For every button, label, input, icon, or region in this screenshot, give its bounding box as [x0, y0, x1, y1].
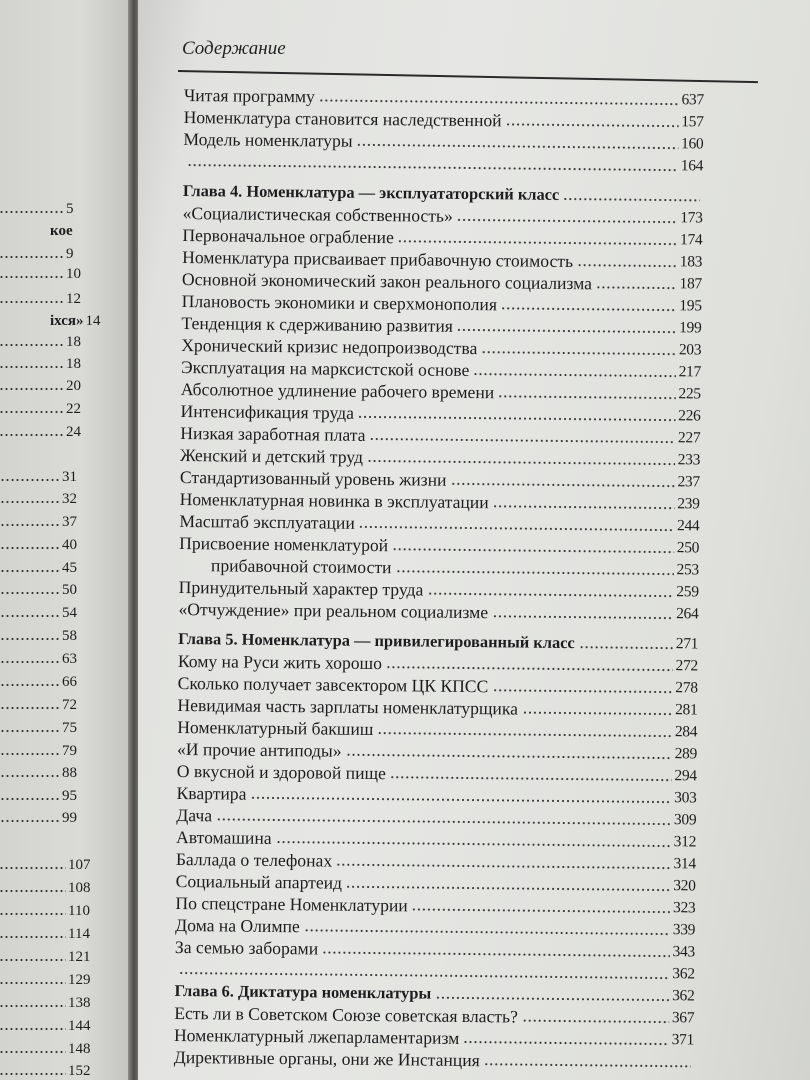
entry-title: Основной экономический закон реального социализма [181, 268, 593, 294]
page-number: 362 [672, 987, 695, 1005]
dot-leader [563, 197, 700, 202]
entry-title: Баллада о телефонах [175, 848, 333, 871]
page-number: 187 [679, 275, 703, 293]
dot-leader [395, 569, 673, 576]
dot-leader [216, 817, 671, 826]
left-page-number: 22 [66, 401, 81, 417]
left-page-entry [0, 902, 90, 920]
dot-leader [390, 775, 672, 782]
entry-title: Женский и детский труд [180, 444, 364, 467]
entry-title: Невидимая часть зарплаты номенклатурщика [177, 694, 519, 719]
page-number: 233 [677, 451, 701, 469]
page-number: 237 [677, 473, 700, 491]
entry-title: Автомашина [176, 826, 272, 848]
left-page-number: 54 [62, 605, 77, 621]
entry-title: Хронический кризис недопроизводства [181, 334, 478, 359]
left-page-entry [0, 536, 77, 554]
left-page-entry [0, 245, 74, 263]
dot-leader [0, 866, 66, 870]
left-page-number: 14 [85, 313, 101, 329]
entry-title: Стандартизованный уровень жизни [179, 466, 447, 490]
entry-title: Эксплуатация на марксистской основе [180, 356, 470, 381]
left-page-entry [50, 222, 75, 240]
dot-leader [463, 1040, 668, 1046]
left-page-number: 108 [68, 880, 91, 896]
page-number: 217 [678, 363, 702, 381]
dot-leader [0, 889, 66, 893]
left-page-number: 129 [68, 972, 91, 988]
dot-leader [492, 614, 673, 620]
page-number: 294 [674, 767, 697, 785]
dot-leader [0, 300, 64, 304]
left-page-entry [0, 1040, 91, 1058]
entry-title: Социальный апартеид [175, 870, 343, 893]
right-page [138, 0, 810, 1080]
page-number: 272 [675, 657, 699, 675]
dot-leader [0, 1027, 66, 1031]
page-number: 239 [677, 495, 700, 513]
entry-title: Номенклатурный бакшиш [177, 716, 374, 740]
left-page-entry [0, 650, 77, 668]
page-number: 314 [673, 855, 696, 873]
left-page-number: 114 [68, 926, 90, 942]
dot-leader [369, 437, 674, 444]
page-number: 367 [671, 1009, 695, 1027]
left-page-entry [0, 925, 90, 943]
page-number: 174 [679, 231, 703, 249]
left-page-number: 107 [68, 857, 91, 873]
entry-title: Модель номенклатуры [183, 128, 353, 151]
entry-title: Интенсификация труда [180, 400, 355, 423]
entry-title: Номенклатура становится наследственной [183, 106, 502, 131]
page-number: 284 [674, 723, 698, 741]
left-page-number: 79 [62, 743, 77, 759]
entry-title: Плановость экономики и сверхмонополия [181, 290, 498, 315]
left-page-entry [0, 809, 77, 827]
left-page-entry [0, 971, 91, 989]
dot-leader [0, 1072, 66, 1076]
dot-leader [0, 410, 64, 414]
page-number: 183 [679, 253, 703, 271]
page-number: 264 [676, 605, 699, 623]
left-page-number: 148 [68, 1041, 91, 1057]
dot-leader [0, 478, 60, 482]
entry-title: Номенклатурный лжепарламентаризм [173, 1024, 460, 1048]
page-number: 173 [680, 209, 703, 227]
entry-title: Первоначальное ограбление [182, 224, 394, 248]
left-page-number: 9 [66, 246, 74, 262]
dot-leader [596, 285, 677, 290]
table-of-contents [173, 84, 704, 1071]
dot-leader [435, 996, 669, 1002]
dot-leader [367, 459, 675, 466]
dot-leader [0, 275, 64, 279]
left-page-entry [0, 200, 74, 218]
toc-entry [174, 1046, 694, 1073]
left-page-number: 72 [62, 697, 77, 713]
left-page-entry [0, 559, 77, 577]
dot-leader [0, 569, 60, 573]
dot-leader [377, 731, 672, 738]
dot-leader [522, 1019, 669, 1025]
dot-leader [179, 971, 670, 980]
dot-leader [501, 306, 676, 312]
entry-title: Номенклатурная новинка в эксплуатации [179, 488, 489, 513]
dot-leader [0, 1004, 66, 1008]
left-page-entry [0, 265, 81, 283]
entry-title: Глава 6. Диктатура номенклатуры [174, 980, 432, 1003]
dot-leader [0, 912, 66, 916]
entry-title: Масштаб эксплуатации [179, 510, 355, 533]
left-page-entry [0, 696, 77, 714]
page-number: 323 [672, 899, 696, 917]
entry-title: Сколько получает завсектором ЦК КПСС [177, 672, 489, 697]
left-page-number: 24 [66, 424, 81, 440]
dot-leader [0, 752, 60, 756]
dot-leader [506, 122, 679, 128]
entry-title: Дача [176, 804, 213, 826]
dot-leader [577, 263, 677, 268]
page-number: 271 [675, 635, 699, 653]
left-page-entry [0, 673, 77, 691]
left-page-entry [0, 948, 91, 966]
left-page-entry [0, 468, 77, 486]
dot-leader [0, 210, 64, 214]
left-page-number: 5 [66, 201, 74, 217]
left-page-entry [0, 333, 81, 351]
entry-title: Кому на Руси жить хорошо [177, 650, 383, 674]
dot-leader [450, 482, 674, 488]
page-number: 259 [676, 583, 699, 601]
dot-leader [0, 614, 60, 618]
left-page-number: 63 [62, 651, 77, 667]
left-page-number: 152 [68, 1063, 91, 1079]
dot-leader [398, 239, 677, 246]
left-page-number: 45 [62, 560, 77, 576]
page-number: 303 [674, 789, 697, 807]
left-page-entry [0, 290, 81, 308]
entry-title: Принудительный характер труда [178, 576, 424, 600]
dot-leader [481, 350, 676, 356]
entry-title: прибавочной стоимости [210, 555, 392, 578]
dot-leader [336, 863, 670, 871]
dot-leader [498, 394, 675, 400]
dot-leader [0, 797, 60, 801]
entry-title: «Отчуждение» при реальном социализме [178, 598, 489, 623]
left-page-number: 20 [66, 378, 81, 394]
dot-leader [0, 729, 60, 733]
page-number: 195 [679, 297, 702, 315]
dot-leader [492, 688, 672, 694]
left-page-entry [0, 627, 77, 645]
page-number: 244 [676, 517, 700, 535]
left-page-entry [0, 604, 77, 622]
left-page-number: 138 [68, 995, 91, 1011]
entry-title: Абсолютное удлинение рабочего времени [180, 378, 495, 403]
dot-leader [522, 711, 672, 717]
dot-leader [0, 819, 60, 823]
left-page-number: 75 [62, 720, 77, 736]
dot-leader [0, 255, 64, 259]
dot-leader [493, 504, 675, 510]
page-number: 253 [676, 561, 700, 579]
dot-leader [0, 365, 64, 369]
dot-leader [0, 546, 60, 550]
left-page-number: 10 [66, 266, 81, 282]
entry-title: Низкая заработная плата [180, 422, 366, 445]
dot-leader [0, 935, 66, 939]
page-number: 160 [680, 135, 704, 153]
entry-title: Директивные органы, они же Инстанция [173, 1046, 480, 1071]
entry-title: Присвоение номенклатурой [179, 532, 389, 556]
left-page-entry [0, 787, 77, 805]
dot-leader [0, 591, 60, 595]
left-page-number: 95 [62, 788, 77, 804]
dot-leader [386, 665, 673, 672]
page-number: 225 [678, 385, 701, 403]
dot-leader [0, 387, 64, 391]
entry-title: О вкусной и здоровой пище [176, 760, 387, 784]
dot-leader [457, 328, 676, 334]
page-number: 289 [674, 745, 698, 763]
entry-title: Читая программу [183, 84, 315, 107]
left-page-number: 66 [62, 674, 77, 690]
entry-title: Глава 4. Номенклатура — эксплуататорский класс [182, 180, 560, 204]
entry-title: Номенклатура присваивает прибавочную стоимость [182, 246, 574, 272]
left-page-number: 121 [68, 949, 91, 965]
page-number: 637 [681, 91, 704, 109]
left-page-entry [50, 312, 101, 330]
left-page-number: 31 [62, 469, 77, 485]
dot-leader [392, 547, 674, 554]
left-page-number: 58 [62, 628, 77, 644]
dot-leader [0, 1050, 66, 1054]
page-number: 362 [672, 965, 695, 983]
dot-leader [359, 525, 674, 532]
page-number: 371 [671, 1031, 695, 1049]
left-page-entry [0, 994, 91, 1012]
dot-leader [304, 928, 670, 936]
left-page-entry [0, 377, 81, 395]
dot-leader [0, 958, 66, 962]
page-number: 226 [678, 407, 701, 425]
left-page-entry [0, 355, 81, 373]
page-number: 203 [678, 341, 702, 359]
dot-leader [322, 950, 669, 958]
left-page-number: 88 [62, 765, 77, 781]
left-fragment-text: іхся» [50, 313, 84, 329]
dot-leader [0, 660, 60, 664]
left-page-number: 18 [66, 356, 81, 372]
entry-title: Дома на Олимпе [175, 914, 300, 937]
left-page-number: 12 [66, 291, 81, 307]
running-head: Содержание [182, 38, 286, 59]
left-page-entry [0, 856, 91, 874]
page-number: 164 [680, 157, 704, 175]
dot-leader [0, 683, 60, 687]
dot-leader [0, 500, 60, 504]
dot-leader [358, 415, 675, 422]
dot-leader [579, 645, 673, 650]
dot-leader [250, 796, 671, 804]
dot-leader [0, 981, 66, 985]
page-number: 320 [673, 877, 696, 895]
dot-leader [0, 637, 60, 641]
dot-leader [0, 706, 60, 710]
page-number: 309 [673, 811, 697, 829]
entry-title: По спецстране Номенклатурии [175, 892, 408, 916]
left-page-entry [0, 719, 77, 737]
left-page-entry [0, 513, 77, 531]
header-rule [178, 70, 758, 83]
dot-leader [0, 433, 64, 437]
dot-leader [427, 592, 673, 599]
dot-leader [345, 753, 671, 760]
left-page-entry [0, 1062, 91, 1080]
entry-title: «Социалистическая собственность» [182, 202, 453, 226]
left-page-number: 40 [62, 537, 77, 553]
left-page-number: 110 [68, 903, 90, 919]
page-number: 227 [677, 429, 701, 447]
left-page-entry [0, 742, 77, 760]
left-page-number: 99 [62, 810, 77, 826]
page-number: 250 [676, 539, 700, 557]
left-page-entry [0, 764, 77, 782]
dot-leader [0, 523, 60, 527]
dot-leader [187, 163, 678, 172]
page-number: 339 [672, 921, 696, 939]
dot-leader [457, 218, 677, 224]
entry-title: Глава 5. Номенклатура — привилегированный класс [178, 628, 575, 653]
dot-leader [0, 343, 64, 347]
left-page-entry [0, 423, 81, 441]
left-page-entry [0, 581, 77, 599]
dot-leader [412, 907, 670, 914]
dot-leader [484, 1062, 691, 1068]
entry-title: Квартира [176, 782, 247, 804]
dot-leader [346, 885, 670, 892]
entry-title: За семью заборами [174, 936, 319, 959]
dot-leader [473, 372, 675, 378]
dot-leader [319, 98, 679, 106]
left-page [0, 0, 132, 1080]
left-page-entry [0, 400, 81, 418]
left-page-number: 18 [66, 334, 81, 350]
left-page-number: 32 [62, 491, 77, 507]
page-number: 157 [681, 113, 704, 131]
left-page-entry [0, 490, 77, 508]
left-page-entry [0, 879, 91, 897]
entry-title: Есть ли в Советском Союзе советская власть? [174, 1002, 518, 1027]
left-page-entry [0, 1017, 91, 1035]
toc-entry [178, 598, 698, 625]
left-page-number: 37 [62, 514, 77, 530]
page-number: 281 [675, 701, 698, 719]
left-page-number: 50 [62, 582, 77, 598]
toc-entry [183, 150, 703, 177]
page-number: 312 [673, 833, 697, 851]
entry-title: «И прочие антиподы» [176, 738, 342, 761]
dot-leader [276, 840, 671, 848]
page-number: 199 [679, 319, 702, 337]
page-number: 278 [675, 679, 698, 697]
left-page-number: 144 [68, 1018, 91, 1034]
left-fragment-text: кое [50, 223, 73, 239]
dot-leader [357, 143, 678, 150]
entry-title: Тенденция к сдерживанию развития [181, 312, 454, 336]
page-number: 343 [672, 943, 696, 961]
dot-leader [0, 774, 60, 778]
